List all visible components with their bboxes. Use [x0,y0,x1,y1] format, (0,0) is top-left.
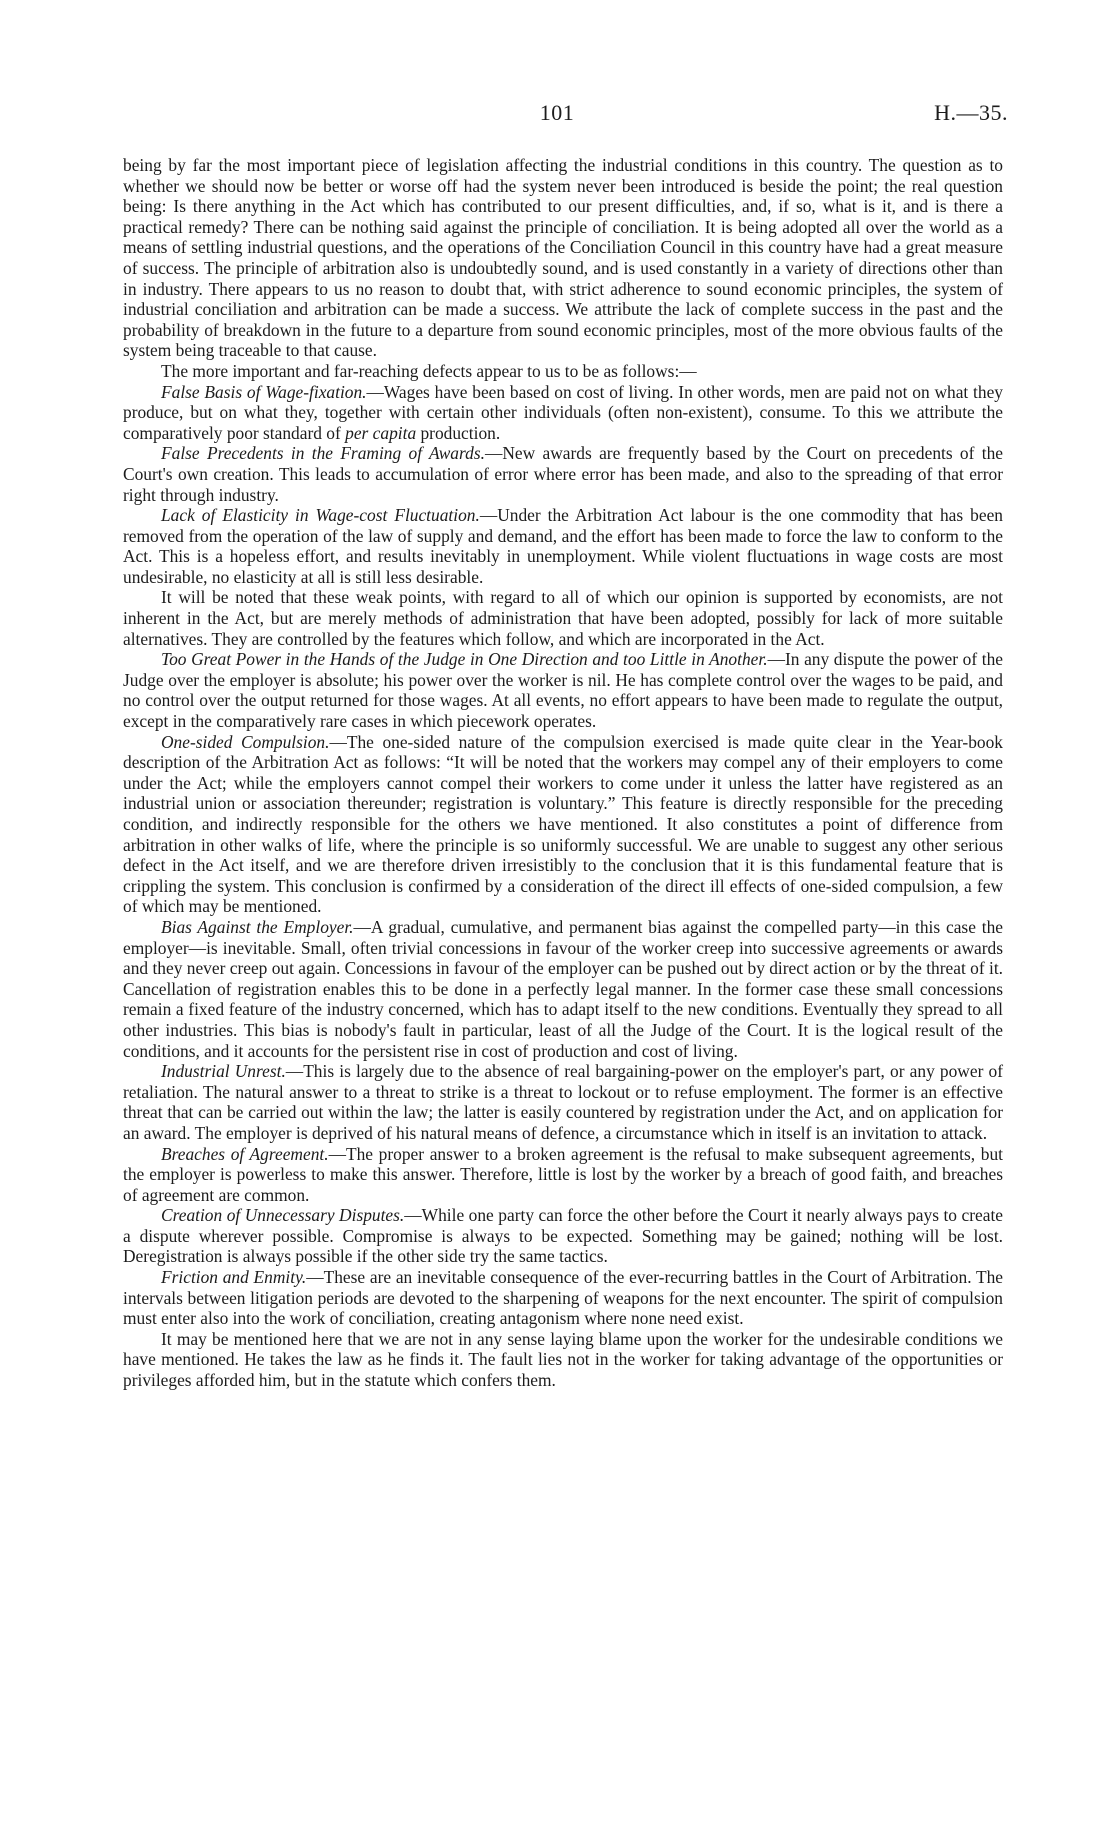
paragraph-false-basis [123,382,1003,444]
section-heading: Bias Against the Employer. [161,916,354,937]
section-heading: False Basis of Wage-fixation. [161,381,367,402]
paragraph-continuation [123,155,1003,361]
paragraph-text: —These are an inevitable consequence of the ever-recurring battles in the Court of Arbitration. The intervals between litigation periods are devoted to the sharpening of weapons for the next encounter. The spirit of compulsion must enter also into the work of conciliation, creating antagonism where none need exist. [123,1267,1003,1329]
section-heading: Creation of Unnecessary Disputes. [161,1205,405,1226]
paragraph-text-tail: production. [416,422,501,443]
paragraph-text: —While one party can force the other before the Court it nearly always pays to create a dispute wherever possible. Compromise is always to be expected. Something may be gained; nothing will be lost. Deregistration is always possible if the other side try the same tactics. [123,1205,1003,1267]
paragraph-judge-power [123,649,1003,731]
paragraph-text: The more important and far-reaching defects appear to us to be as follows:— [161,360,697,381]
section-heading: False Precedents in the Framing of Awards. [161,443,485,464]
paragraph-bias-against-employer [123,917,1003,1061]
paragraph-text: being by far the most important piece of legislation affecting the industrial conditions in this country. The question as to whether we should now be better or worse off had the system never been introduced is beside the point; the real question being: Is there anything in the Act which has contributed to our present difficulties, and, if so, what is it, and is there a practical remedy? There can be nothing said against the principle of conciliation. It is being adopted all over the world as a means of settling industrial questions, and the operations of the Conciliation Council in this country have had a great measure of success. The principle of arbitration also is undoubtedly sound, and is used constantly in a variety of directions other than in industry. There appears to us no reason to doubt that, with strict adherence to sound economic principles, the system of industrial conciliation and arbitration can be made a success. We attribute the lack of complete success in the past and the probability of breakdown in the future to a departure from sound economic principles, most of the more obvious faults of the system being traceable to that cause. [123,155,1003,361]
paragraph-unnecessary-disputes [123,1205,1003,1267]
page-number: 101 [539,100,575,125]
paragraph-friction-and-enmity [123,1267,1003,1329]
section-heading: Too Great Power in the Hands of the Judge in One Direction and too Little in Another. [161,649,768,670]
paragraph-closing [123,1329,1003,1391]
paragraph-lack-of-elasticity [123,505,1003,587]
paragraph-text: —The one-sided nature of the compulsion exercised is made quite clear in the Year-book description of the Arbitration Act as follows: “It will be noted that the workers may compel any of their employers to come under the Act; while the employers cannot compel their workers to come under it unless the latter have registered as an industrial union or association thereunder; registration is voluntary.” This feature is directly responsible for the preceding condition, and indirectly responsible for the others we have mentioned. It also constitutes a point of difference from arbitration in other walks of life, where the principle is so uniformly successful. We are unable to suggest any other serious defect in the Act itself, and we are therefore driven irresistibly to the conclusion that it is this fundamental feature that is crippling the system. This conclusion is confirmed by a consideration of the direct ill effects of one-sided compulsion, a few of which may be mentioned. [123,731,1003,917]
paragraph-text: It may be mentioned here that we are not in any sense laying blame upon the worker for the undesirable conditions we have mentioned. He takes the law as he finds it. The fault lies not in the worker for taking advantage of the opportunities or privileges afforded him, but in the statute which confers them. [123,1328,1003,1391]
paper-reference: H.—35. [934,100,1008,125]
section-heading: One-sided Compulsion. [161,731,330,752]
latin-phrase: per capita [345,422,417,443]
section-heading: Friction and Enmity. [161,1267,307,1288]
paragraph-text: —New awards are frequently based by the Court on precedents of the Court's own creation. This leads to accumulation of error where error has been made, and also to the spreading of that error right through industry. [123,443,1003,505]
paragraph-false-precedents [123,443,1003,505]
paragraph-breaches-of-agreement [123,1144,1003,1206]
section-heading: Breaches of Agreement. [161,1143,329,1164]
paragraph-text: —This is largely due to the absence of real bargaining-power on the employer's part, or any power of retaliation. The natural answer to a threat to strike is a threat to lockout or to refuse employment. The former is an effective threat that can be carried out within the law; the latter is easily countered by registration under the Act, and on application for an award. The employer is deprived of his natural means of defence, a circumstance which in itself is an invitation to attack. [123,1061,1003,1143]
paragraph-text: —Under the Arbitration Act labour is the one commodity that has been removed from the operation of the law of supply and demand, and the effort has been made to force the law to conform to the Act. This is a hopeless effort, and results inevitably in unemployment. While violent fluctuations in wage costs are most undesirable, no elasticity at all is still less desirable. [123,505,1003,587]
body-text [123,155,1003,1391]
paragraph-text: It will be noted that these weak points, with regard to all of which our opinion is supported by economists, are not inherent in the Act, but are merely methods of administration that have been adopted, possibly for lack of more suitable alternatives. They are controlled by the features which follow, and which are incorporated in the Act. [123,587,1003,649]
page-header [0,100,1114,136]
section-heading: Industrial Unrest. [161,1061,286,1082]
paragraph-intro-defects [123,361,1003,382]
paragraph-text: —The proper answer to a broken agreement is the refusal to make subsequent agreements, but the employer is powerless to make this answer. Therefore, little is lost by the worker by a breach of good faith, and breaches of agreement are common. [123,1143,1003,1205]
paragraph-text: —Wages have been based on cost of living. In other words, men are paid not on what they produce, but on what they, together with certain other individuals (often non-existent), consume. To this we attribute the comparatively poor standard of [123,381,1003,443]
paragraph-one-sided-compulsion [123,732,1003,917]
paragraph-text: —A gradual, cumulative, and permanent bias against the compelled party—in this case the employer—is inevitable. Small, often trivial concessions in favour of the worker creep into successive agreements or awards and they never creep out again. Concessions in favour of the employer can be pushed out by direct action or by the threat of it. Cancellation of registration enables this to be done in a perfectly legal manner. In the former case these small concessions remain a fixed feature of the industry concerned, which has to adapt itself to the new conditions. Eventually they spread to all other industries. This bias is nobody's fault in particular, least of all the Judge of the Court. It is the logical result of the conditions, and it accounts for the persistent rise in cost of production and cost of living. [123,916,1003,1061]
paragraph-industrial-unrest [123,1061,1003,1143]
section-heading: Lack of Elasticity in Wage-cost Fluctuation. [161,505,480,526]
paragraph-text: —In any dispute the power of the Judge over the employer is absolute; his power over the worker is nil. He has complete control over the wages to be paid, and no control over the output returned for those wages. At all events, no effort appears to have been made to regulate the output, except in the comparatively rare cases in which piecework operates. [123,649,1004,732]
paragraph-weak-points [123,587,1003,649]
